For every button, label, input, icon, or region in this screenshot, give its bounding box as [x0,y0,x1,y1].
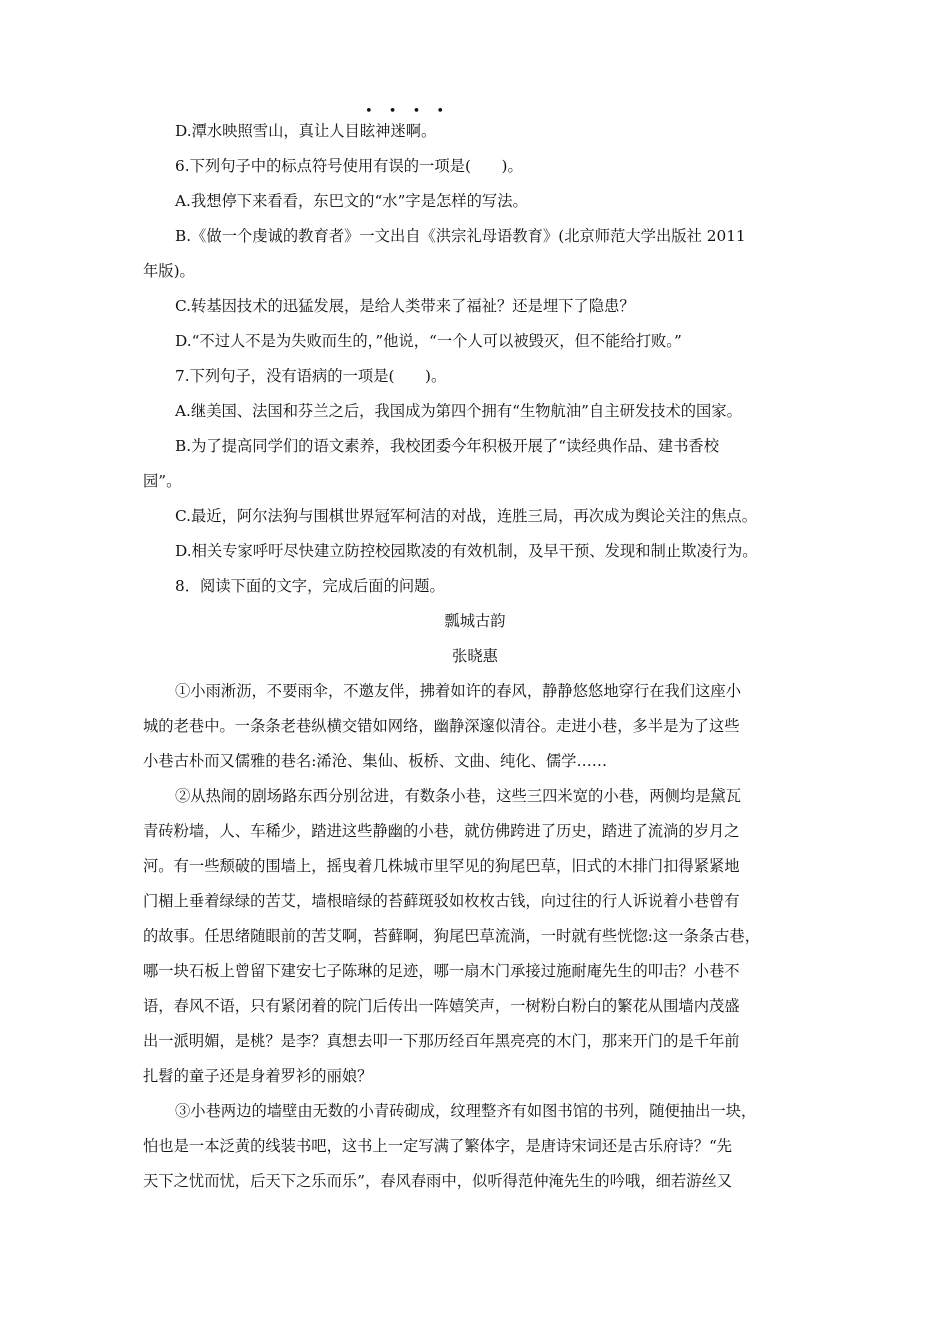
paragraph-1-line1: ①小雨淅沥，不要雨伞，不邀友伴，拂着如许的春风，静静悠悠地穿行在我们这座小 [175,682,741,700]
q6-option-b-line2: 年版)。 [143,262,195,280]
emphasis-dots: • • • • [365,104,451,119]
q6-option-d: D.“不过人不是为失败而生的，”他说，“一个人可以被毁灭，但不能给打败。” [175,332,682,350]
paragraph-3-line2: 怕也是一本泛黄的线装书吧，这书上一定写满了繁体字，是唐诗宋词还是古乐府诗？“先 [143,1137,733,1155]
q7-option-d: D.相关专家呼吁尽快建立防控校园欺凌的有效机制，及早干预、发现和制止欺凌行为。 [175,542,758,560]
q7-option-b-line2: 园”。 [143,472,182,490]
q7-option-c: C.最近，阿尔法狗与围棋世界冠军柯洁的对战，连胜三局，再次成为舆论关注的焦点。 [175,507,758,525]
paragraph-3-line3: 天下之忧而忧，后天下之乐而乐”，春风春雨中，似听得范仲淹先生的吟哦，细若游丝又 [143,1172,733,1190]
q6-option-b-line1: B.《做一个虔诚的教育者》一文出自《洪宗礼母语教育》(北京师范大学出版社 2011 [175,227,746,245]
paragraph-1-line3: 小巷古朴而又儒雅的巷名:浠沧、集仙、板桥、文曲、纯化、儒学…… [143,752,608,770]
paragraph-2-line6: 哪一块石板上曾留下建安七子陈琳的足迹，哪一扇木门承接过施耐庵先生的叩击？小巷不 [143,962,740,980]
paragraph-2-line8: 出一派明媚，是桃？是李？真想去叩一下那历经百年黑亮亮的木门，那来开门的是千年前 [143,1032,740,1050]
paragraph-2-line2: 青砖粉墙，人、车稀少，踏进这些静幽的小巷，就仿佛跨进了历史，踏进了流淌的岁月之 [143,822,740,840]
q5-option-d: D.潭水映照雪山，真让人目眩神迷啊。 [175,122,437,140]
paragraph-2-line3: 河。有一些颓破的围墙上，摇曳着几株城市里罕见的狗尾巴草，旧式的木排门扣得紧紧地 [143,857,740,875]
paragraph-2-line7: 语，春风不语，只有紧闭着的院门后传出一阵嬉笑声，一树粉白粉白的繁花从围墙内茂盛 [143,997,740,1015]
paragraph-2-line4: 门楣上垂着绿绿的苦艾，墙根暗绿的苔藓斑驳如枚枚古钱，向过往的行人诉说着小巷曾有 [143,892,740,910]
q7-option-b-line1: B.为了提高同学们的语文素养，我校团委今年积极开展了“读经典作品、建书香校 [175,437,720,455]
q7-option-a: A.继美国、法国和芬兰之后，我国成为第四个拥有“生物航油”自主研发技术的国家。 [175,402,742,420]
q6-stem: 6.下列句子中的标点符号使用有误的一项是( )。 [175,157,523,175]
paragraph-2-line9: 扎髫的童子还是身着罗衫的丽娘？ [143,1067,373,1085]
q7-stem: 7.下列句子，没有语病的一项是( )。 [175,367,447,385]
article-author: 张晓惠 [452,647,498,665]
article-title: 瓢城古韵 [444,612,506,630]
q6-option-c: C.转基因技术的迅猛发展，是给人类带来了福祉？还是埋下了隐患？ [175,297,635,315]
q6-option-a: A.我想停下来看看，东巴文的“水”字是怎样的写法。 [175,192,528,210]
paragraph-2-line1: ②从热闹的剧场路东西分别岔进，有数条小巷，这些三四米宽的小巷，两侧均是黛瓦 [175,787,741,805]
paragraph-1-line2: 城的老巷中。一条条老巷纵横交错如网络，幽静深邃似清谷。走进小巷，多半是为了这些 [143,717,740,735]
paragraph-2-line5: 的故事。任思绪随眼前的苦艾啊，苔藓啊，狗尾巴草流淌，一时就有些恍惚:这一条条古巷， [143,927,761,945]
paragraph-3-line1: ③小巷两边的墙壁由无数的小青砖砌成，纹理整齐有如图书馆的书列，随便抽出一块， [175,1102,757,1120]
q8-stem: 8．阅读下面的文字，完成后面的问题。 [175,577,445,595]
